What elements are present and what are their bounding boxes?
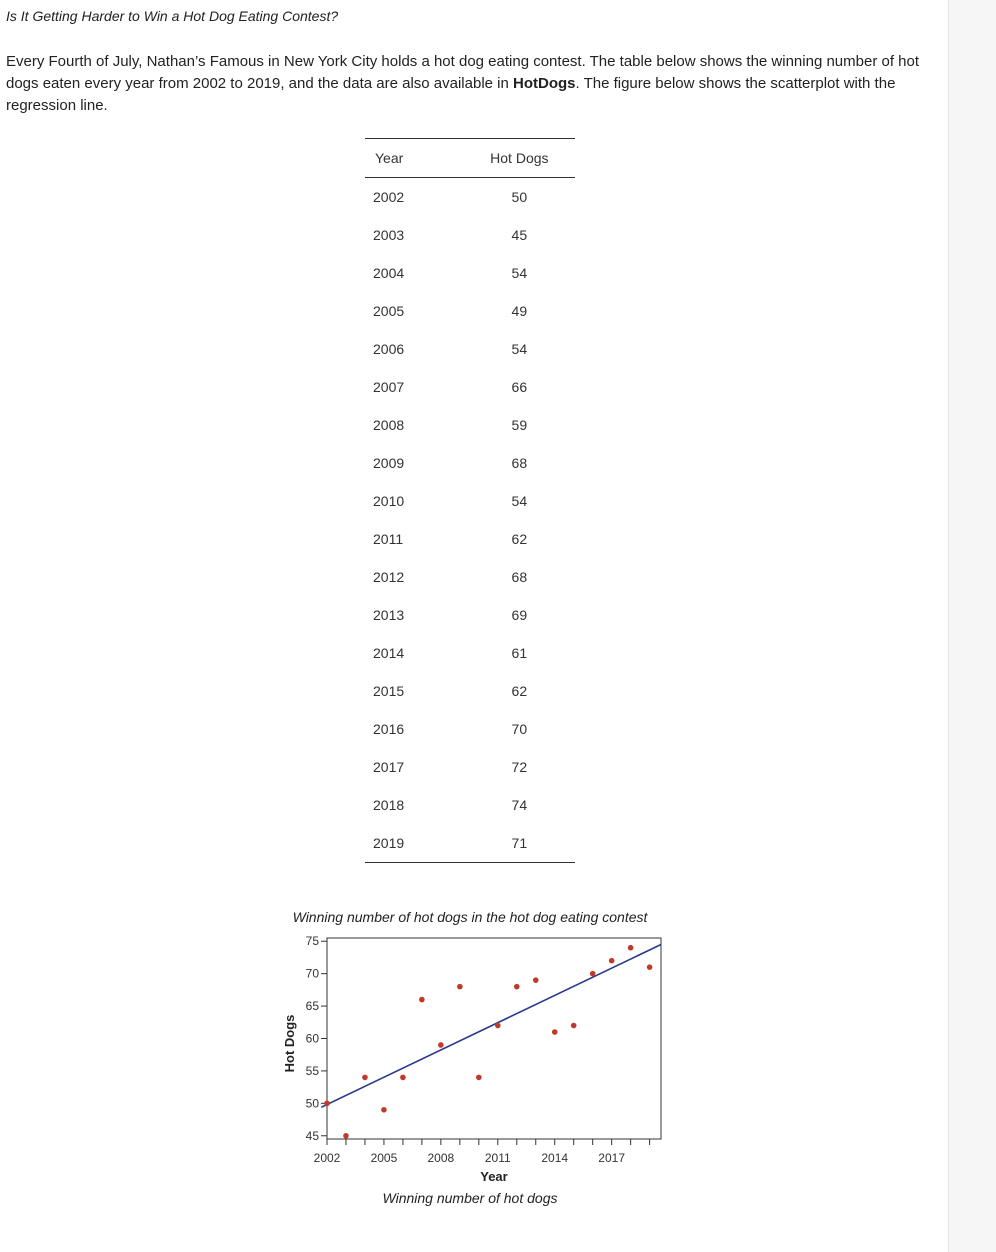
table-row [365,558,575,596]
data-point [571,1023,577,1029]
cell-hot-dogs: 74 [511,797,528,813]
cell-hot-dogs: 68 [511,455,528,471]
table-row [365,330,575,368]
data-point [609,958,615,964]
data-point [647,964,653,970]
cell-year: 2009 [373,455,405,471]
y-tick-label: 65 [305,999,319,1014]
table-row [365,710,575,748]
cell-hot-dogs: 62 [511,531,528,547]
table-row [365,824,575,863]
table-row [365,748,575,786]
table-row [365,634,575,672]
cell-hot-dogs: 45 [511,227,528,243]
column-header-hot-dogs: Hot Dogs [490,150,549,166]
cell-year: 2004 [373,265,405,281]
data-point [343,1133,349,1139]
table-row [365,596,575,634]
cell-year: 2008 [373,417,405,433]
cell-hot-dogs: 70 [511,721,528,737]
cell-hot-dogs: 61 [511,645,528,661]
cell-year: 2013 [373,607,405,623]
x-tick-label: 2014 [541,1151,569,1165]
cell-hot-dogs: 54 [511,493,528,509]
cell-year: 2017 [373,759,405,775]
y-tick-label: 70 [305,966,319,981]
table-row [365,672,575,710]
cell-hot-dogs: 54 [511,265,528,281]
data-point [628,945,634,951]
scatterplot [270,930,670,1190]
cell-hot-dogs: 66 [511,379,528,395]
cell-hot-dogs: 54 [511,341,528,357]
intro-paragraph [6,51,941,117]
table-row [365,216,575,254]
data-point [400,1075,406,1081]
data-point [514,984,520,990]
table-row [365,178,575,217]
cell-hot-dogs: 62 [511,683,528,699]
intro-text-start: Every Fourth of July, Nathan’s Famous in New York City holds a hot dog eating contest. The table below shows the winning number of hot dogs eaten every year from 2002 to 2019, and the data are also available in [6,53,920,92]
cell-year: 2019 [373,835,405,851]
y-tick-label: 60 [305,1031,319,1046]
regression-line [321,944,661,1107]
cell-year: 2011 [373,531,404,547]
data-point [533,977,539,983]
data-point [457,984,463,990]
cell-year: 2016 [373,721,405,737]
data-point [362,1075,368,1081]
right-side-panel [948,0,996,1252]
x-tick-label: 2017 [598,1151,626,1165]
data-point [495,1023,501,1029]
dataset-name[interactable]: HotDogs [513,75,576,92]
cell-hot-dogs: 59 [511,417,528,433]
page-title: Is It Getting Harder to Win a Hot Dog Eating Contest? [6,8,339,24]
hot-dogs-table [365,138,575,863]
table-row [365,786,575,824]
y-tick-label: 50 [305,1096,319,1111]
y-axis-label: Hot Dogs [282,1014,297,1073]
chart-title: Winning number of hot dogs in the hot dog eating contest [292,909,648,925]
table-body [365,178,575,863]
table-row [365,444,575,482]
cell-year: 2006 [373,341,405,357]
table-row [365,292,575,330]
data-point [381,1107,387,1113]
table-row [365,520,575,558]
data-point [324,1101,330,1107]
x-tick-label: 2002 [313,1151,341,1165]
intro-text-end: . The figure below shows the scatterplot with the regression line. [6,75,896,114]
table-row [365,406,575,444]
data-point [476,1075,482,1081]
cell-year: 2010 [373,493,405,509]
x-tick-label: 2011 [484,1151,511,1165]
table-row [365,368,575,406]
cell-year: 2003 [373,227,405,243]
cell-year: 2002 [373,189,405,205]
cell-hot-dogs: 68 [511,569,528,585]
cell-year: 2012 [373,569,405,585]
cell-hot-dogs: 71 [511,835,528,851]
cell-hot-dogs: 50 [511,189,528,205]
data-point [419,997,425,1003]
cell-year: 2018 [373,797,405,813]
data-point [590,971,596,977]
x-tick-label: 2005 [370,1151,398,1165]
cell-hot-dogs: 72 [511,759,528,775]
x-axis-label: Year [480,1169,508,1184]
chart-caption: Winning number of hot dogs [382,1190,558,1206]
y-tick-label: 55 [305,1063,319,1078]
y-tick-label: 75 [305,934,319,949]
cell-year: 2005 [373,303,405,319]
column-header-year: Year [375,150,404,166]
cell-hot-dogs: 49 [511,303,528,319]
data-point [552,1029,558,1035]
cell-year: 2014 [373,645,405,661]
y-tick-label: 45 [305,1128,319,1143]
table-row [365,482,575,520]
x-tick-label: 2008 [427,1151,455,1165]
cell-year: 2007 [373,379,405,395]
table-row [365,254,575,292]
table-header-row [365,139,575,178]
cell-hot-dogs: 69 [511,607,528,623]
data-point [438,1042,444,1048]
cell-year: 2015 [373,683,405,699]
